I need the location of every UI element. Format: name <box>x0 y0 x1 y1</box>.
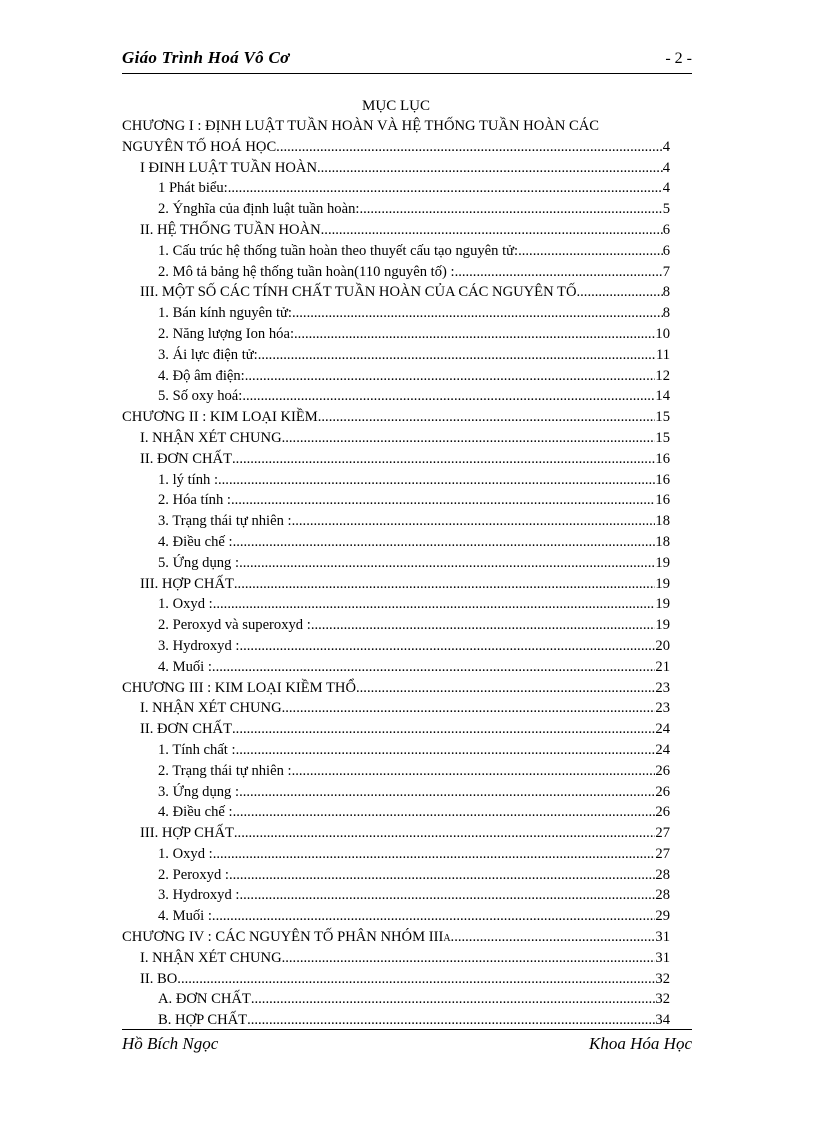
toc-entry[interactable] <box>122 761 670 782</box>
toc-entry-page: 6 <box>662 221 670 238</box>
toc-entry-text: 4. Muối : <box>158 908 212 925</box>
dot-leader <box>239 782 655 803</box>
toc-entry[interactable] <box>122 199 670 220</box>
toc-entry-text: 1. lý tính : <box>158 471 218 488</box>
toc-entry-page: 15 <box>655 429 670 446</box>
toc-entry-text: 2. Trạng thái tự nhiên : <box>158 762 292 779</box>
toc-entry-text: I. NHẬN XÉT CHUNG <box>140 949 282 966</box>
dot-leader <box>258 345 656 366</box>
toc-entry-page: 4 <box>662 159 670 176</box>
toc-entry-page: 6 <box>662 242 670 259</box>
toc-entry-page: 27 <box>655 825 670 842</box>
footer-department: Khoa Hóa Học <box>589 1034 692 1053</box>
toc-entry[interactable] <box>122 844 670 865</box>
toc-entry-text: I. NHẬN XÉT CHUNG <box>140 700 282 717</box>
table-of-contents <box>122 96 670 1031</box>
dot-leader <box>294 324 655 345</box>
toc-entry-text: CHƯƠNG III : KIM LOẠI KIỀM THỔ <box>122 679 356 696</box>
dot-leader <box>317 158 663 179</box>
toc-entry-text: 3. Trạng thái tự nhiên : <box>158 513 292 530</box>
toc-entry[interactable] <box>122 782 670 803</box>
toc-entry[interactable] <box>122 719 670 740</box>
dot-leader <box>218 470 655 491</box>
toc-entry[interactable] <box>122 657 670 678</box>
dot-leader <box>280 137 663 158</box>
toc-entry-page: 19 <box>655 617 670 634</box>
dot-leader <box>282 948 656 969</box>
toc-entry-page: 16 <box>655 450 670 467</box>
toc-entry-text: 4. Điều chế : <box>158 804 233 821</box>
toc-entry[interactable] <box>122 927 670 948</box>
dot-leader <box>321 220 663 241</box>
toc-entry-text: 2. Ýnghĩa của định luật tuần hoàn: <box>158 201 360 218</box>
footer-rule <box>122 1029 692 1030</box>
toc-entry-text: II. HỆ THỐNG TUẦN HOÀN <box>140 221 321 238</box>
toc-entry[interactable] <box>122 428 670 449</box>
toc-entry[interactable] <box>122 698 670 719</box>
dot-leader <box>233 802 656 823</box>
toc-entry[interactable] <box>122 615 670 636</box>
toc-entry-text: 2. Năng lượng Ion hóa: <box>158 325 295 342</box>
toc-entry-page: 28 <box>655 866 670 883</box>
dot-leader <box>356 678 655 699</box>
toc-entry-subscript: A <box>443 933 451 945</box>
toc-entry-page: 27 <box>655 845 670 862</box>
toc-entry-text: 1. Tính chất : <box>158 741 236 758</box>
toc-entry-page: 15 <box>655 409 670 426</box>
dot-leader <box>234 823 656 844</box>
dot-leader <box>229 865 655 886</box>
dot-leader <box>245 366 656 387</box>
toc-entry-page: 29 <box>655 908 670 925</box>
toc-entry-text: 3. Hydroxyd : <box>158 637 240 654</box>
dot-leader <box>239 553 655 574</box>
toc-entry[interactable] <box>122 969 670 990</box>
dot-leader <box>232 449 655 470</box>
toc-entry-text: 1 Phát biểu: <box>158 180 228 197</box>
dot-leader <box>292 303 663 324</box>
toc-entry-text: 4. Độ âm điện: <box>158 367 245 384</box>
toc-entry-text: I ĐINH LUẬT TUẦN HOÀN <box>140 159 317 176</box>
toc-entry-page: 32 <box>655 970 670 987</box>
toc-entry[interactable] <box>122 449 670 470</box>
toc-entry-chapter-1-line-1[interactable] <box>122 116 670 137</box>
toc-entry[interactable] <box>122 303 670 324</box>
toc-entry-text: III. MỘT SỐ CÁC TÍNH CHẤT TUẦN HOÀN CỦA CÁC NGUYÊN TỐ. <box>140 284 581 301</box>
toc-entry-page: 16 <box>655 492 670 509</box>
dot-leader <box>451 927 656 948</box>
dot-leader <box>231 490 655 511</box>
dot-leader <box>177 969 655 990</box>
document-title: Giáo Trình Hoá Vô Cơ <box>122 48 290 67</box>
toc-entry-text: B. HỢP CHẤT <box>158 1012 248 1029</box>
toc-entry[interactable] <box>122 366 670 387</box>
toc-entry-text: 2. Peroxyd : <box>158 866 229 883</box>
toc-entry-page: 23 <box>655 679 670 696</box>
toc-entry[interactable] <box>122 678 670 699</box>
dot-leader <box>212 906 655 927</box>
toc-entry-page: 24 <box>655 741 670 758</box>
toc-entry-page: 21 <box>655 658 670 675</box>
toc-entry-text: CHƯƠNG I : ĐỊNH LUẬT TUẦN HOÀN VÀ HỆ THỐNG TUẦN HOÀN CÁC <box>122 118 599 134</box>
toc-entry-page: 31 <box>655 949 670 966</box>
toc-entry-text: A. ĐƠN CHẤT <box>158 991 251 1008</box>
toc-entry[interactable] <box>122 740 670 761</box>
toc-entry-text: II. ĐƠN CHẤT <box>140 721 233 738</box>
dot-leader <box>282 698 656 719</box>
toc-title: MỤC LỤC <box>362 98 430 114</box>
dot-leader <box>228 178 663 199</box>
toc-entry-page: 18 <box>655 533 670 550</box>
toc-entry-chapter-1-line-2[interactable] <box>122 137 670 158</box>
toc-entry-text: II. ĐƠN CHẤT <box>140 450 233 467</box>
toc-entry[interactable] <box>122 178 670 199</box>
dot-leader <box>318 407 656 428</box>
toc-entry-text: 5. Số oxy hoá: <box>158 388 243 405</box>
dot-leader <box>232 719 655 740</box>
toc-entry-text: III. HỢP CHẤT <box>140 825 234 842</box>
toc-entry-text: 2. Hóa tính : <box>158 492 231 509</box>
toc-entry-text: I. NHẬN XÉT CHUNG <box>140 429 282 446</box>
toc-entry-page: 14 <box>655 388 670 405</box>
toc-entry-text: NGUYÊN TỐ HOÁ HỌC. <box>122 138 280 155</box>
toc-entry[interactable] <box>122 532 670 553</box>
toc-entry-page: 23 <box>655 700 670 717</box>
toc-entry-text: 4. Muối : <box>158 658 212 675</box>
toc-entry[interactable] <box>122 823 670 844</box>
toc-entry[interactable] <box>122 324 670 345</box>
toc-entry[interactable] <box>122 282 670 303</box>
toc-entry-text: 1. Cấu trúc hệ thống tuần hoàn theo thuyết cấu tạo nguyên tử: <box>158 242 519 259</box>
dot-leader <box>239 636 655 657</box>
toc-entry-page: 28 <box>655 887 670 904</box>
toc-entry[interactable] <box>122 241 670 262</box>
toc-entry-text: 5. Ứng dụng : <box>158 554 240 571</box>
toc-entry[interactable] <box>122 885 670 906</box>
toc-entry-text: 2. Mô tả bảng hệ thống tuần hoàn(110 nguyên tố) : <box>158 263 455 280</box>
toc-entry[interactable] <box>122 1010 670 1031</box>
toc-entry[interactable] <box>122 802 670 823</box>
toc-entry[interactable] <box>122 470 670 491</box>
toc-entry-page: 20 <box>655 637 670 654</box>
toc-entry-page: 26 <box>655 783 670 800</box>
toc-entry-page: 26 <box>655 762 670 779</box>
dot-leader <box>233 532 656 553</box>
toc-entry-text: 3. Hydroxyd : <box>158 887 240 904</box>
dot-leader <box>455 262 663 283</box>
dot-leader <box>292 511 656 532</box>
toc-entry-page: 26 <box>655 804 670 821</box>
toc-entry-page: 12 <box>655 367 670 384</box>
toc-entry[interactable] <box>122 511 670 532</box>
dot-leader <box>236 740 656 761</box>
page-header <box>122 48 692 74</box>
toc-entry[interactable] <box>122 574 670 595</box>
dot-leader <box>292 761 656 782</box>
dot-leader <box>311 615 656 636</box>
toc-entry-page: 10 <box>655 325 670 342</box>
toc-entry[interactable] <box>122 262 670 283</box>
toc-entry-text: CHƯƠNG IV : CÁC NGUYÊN TỐ PHÂN NHÓM III <box>122 929 444 946</box>
toc-entry-text: III. HỢP CHẤT <box>140 575 234 592</box>
toc-entry[interactable] <box>122 594 670 615</box>
toc-entry[interactable] <box>122 490 670 511</box>
dot-leader <box>212 657 655 678</box>
toc-entry-page: 19 <box>655 596 670 613</box>
toc-entry[interactable] <box>122 407 670 428</box>
toc-entry-text: II. BO <box>140 970 178 987</box>
dot-leader <box>359 199 662 220</box>
toc-entry-text: 3. Ái lực điện tử: <box>158 346 258 363</box>
toc-entry-page: 34 <box>655 1012 670 1029</box>
toc-entry-page: 4 <box>662 180 670 197</box>
dot-leader <box>234 574 656 595</box>
toc-entry[interactable] <box>122 158 670 179</box>
toc-entry[interactable] <box>122 906 670 927</box>
header-rule <box>122 73 692 74</box>
toc-entry-text: 1. Bán kính nguyên tử: <box>158 305 292 322</box>
dot-leader <box>518 241 663 262</box>
toc-entry-page: 19 <box>655 554 670 571</box>
page-number: - 2 - <box>665 50 692 67</box>
toc-entry-page: 5 <box>662 201 670 218</box>
toc-entry-page: 24 <box>655 721 670 738</box>
toc-entry-text: 3. Ứng dụng : <box>158 783 240 800</box>
footer-author: Hồ Bích Ngọc <box>122 1034 219 1053</box>
toc-entry-page: 16 <box>655 471 670 488</box>
toc-entry-page: 32 <box>655 991 670 1008</box>
dot-leader <box>251 989 656 1010</box>
page-footer <box>122 1034 692 1060</box>
toc-entry[interactable] <box>122 220 670 241</box>
toc-entry-page: 19 <box>655 575 670 592</box>
toc-entry[interactable] <box>122 989 670 1010</box>
toc-entry-text: 1. Oxyd : <box>158 845 213 862</box>
toc-entry-page: 4 <box>662 138 670 155</box>
toc-entry-text: 2. Peroxyd và superoxyd : <box>158 617 311 634</box>
toc-entry[interactable] <box>122 865 670 886</box>
toc-entry-text: CHƯƠNG II : KIM LOẠI KIỀM <box>122 409 318 426</box>
dot-leader <box>242 386 655 407</box>
toc-entry[interactable] <box>122 948 670 969</box>
toc-entry-page: 31 <box>655 929 670 946</box>
dot-leader <box>239 885 655 906</box>
toc-entry[interactable] <box>122 386 670 407</box>
toc-entry-page: 8 <box>662 284 670 301</box>
toc-entry-page: 7 <box>662 263 670 280</box>
toc-entry-text: 4. Điều chế : <box>158 533 233 550</box>
toc-entry-page: 8 <box>662 305 670 322</box>
toc-entry[interactable] <box>122 345 670 366</box>
toc-entry-page: 18 <box>655 513 670 530</box>
dot-leader <box>282 428 656 449</box>
dot-leader <box>247 1010 655 1031</box>
toc-entry[interactable] <box>122 553 670 574</box>
toc-entry-text: 1. Oxyd : <box>158 596 213 613</box>
toc-entry[interactable] <box>122 636 670 657</box>
toc-entry-page: 11 <box>655 346 670 363</box>
dot-leader <box>213 594 656 615</box>
dot-leader <box>580 282 663 303</box>
dot-leader <box>213 844 656 865</box>
